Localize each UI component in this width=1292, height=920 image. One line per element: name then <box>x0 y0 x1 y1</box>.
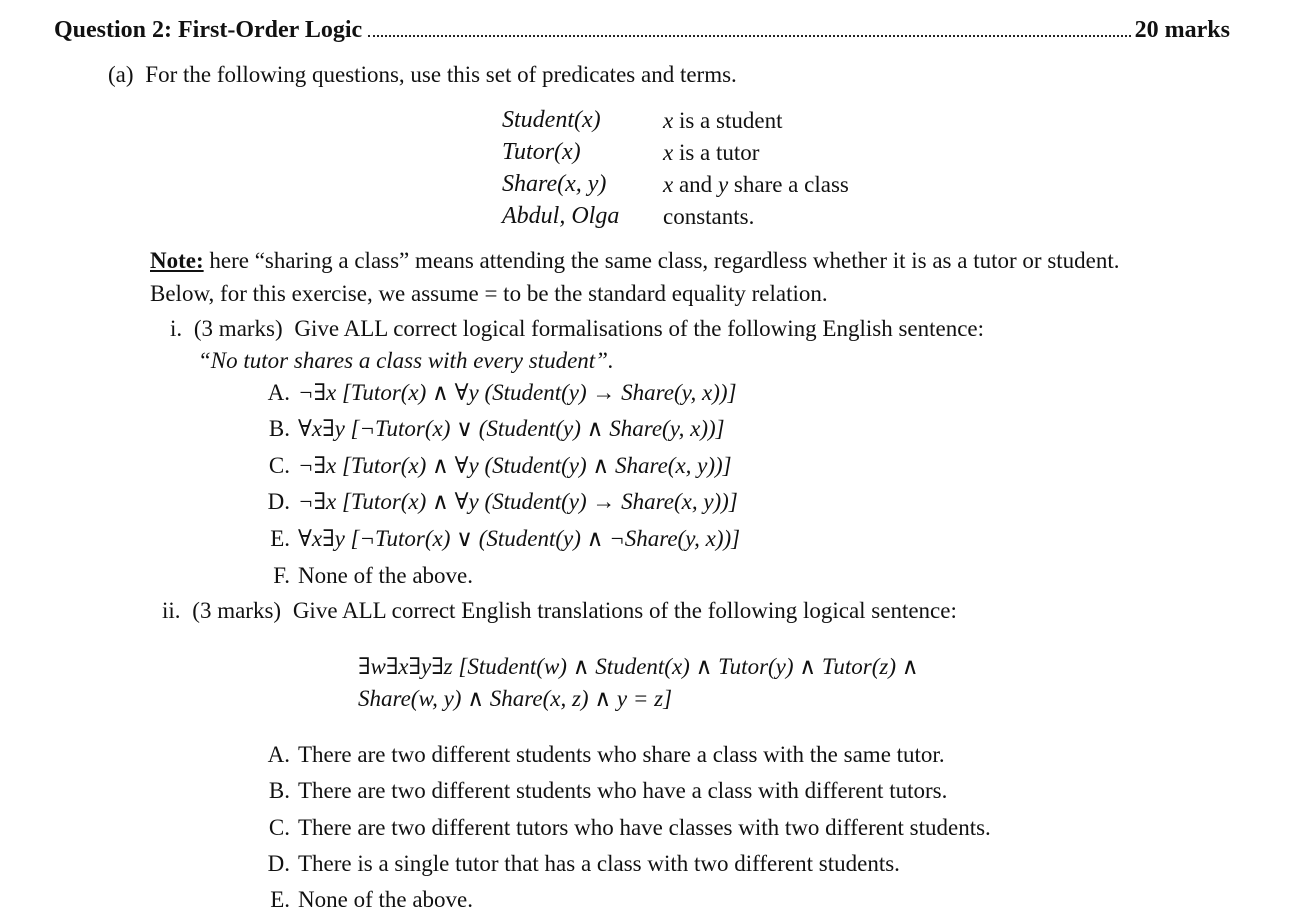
question-ii-prompt <box>162 599 957 622</box>
predicate-symbol: Student(x) <box>502 107 601 133</box>
option-e[interactable]: E. ∀x∃y [¬Tutor(x) ∨ (Student(y) ∧ ¬Share(y, x))] <box>270 526 741 551</box>
predicate-meaning: x is a tutor <box>663 140 760 165</box>
option-c[interactable]: C. ¬∃x [Tutor(x) ∧ ∀y (Student(y) ∧ Share(x, y))] <box>268 453 732 478</box>
option-b[interactable]: B. There are two different students who have a class with different tutors. <box>268 778 948 803</box>
option-a[interactable]: A. There are two different students who share a class with the same tutor. <box>267 742 945 767</box>
question-ii-text: Give ALL correct English translations of the following logical sentence: <box>292 598 957 623</box>
question-i-sentence: “No tutor shares a class with every student”. <box>198 348 614 373</box>
part-a-intro <box>108 63 737 86</box>
question-i-marks: (3 marks) <box>193 316 283 341</box>
formula-line-2: Share(w, y) ∧ Share(x, z) ∧ y = z] <box>358 686 673 711</box>
question-i-text: Give ALL correct logical formalisations of the following English sentence: <box>294 316 985 341</box>
option-d[interactable]: D. There is a single tutor that has a class with two different students. <box>267 851 900 876</box>
question-i-prompt <box>170 317 984 340</box>
option-c[interactable]: C. There are two different tutors who have classes with two different students. <box>268 815 991 840</box>
option-e[interactable]: E. None of the above. <box>270 887 473 912</box>
predicate-meaning: x is a student <box>663 108 783 133</box>
predicate-meaning: x and y share a class <box>663 172 849 197</box>
note-line-2: Below, for this exercise, we assume = to be the standard equality relation. <box>150 281 828 306</box>
option-a[interactable]: A. ¬∃x [Tutor(x) ∧ ∀y (Student(y) → Share(y, x))] <box>267 380 737 405</box>
predicate-symbol: Abdul, Olga <box>502 203 620 229</box>
option-d[interactable]: D. ¬∃x [Tutor(x) ∧ ∀y (Student(y) → Share(x, y))] <box>267 489 738 514</box>
formula-line-1: ∃w∃x∃y∃z [Student(w) ∧ Student(x) ∧ Tutor(y) ∧ Tutor(z) ∧ <box>358 654 919 679</box>
part-a-intro-text: For the following questions, use this set of predicates and terms. <box>145 62 737 87</box>
question-i-number: i. <box>170 316 183 341</box>
note-line-1 <box>150 249 1120 272</box>
question-title: Question 2: First-Order Logic <box>54 17 363 43</box>
question-header <box>54 18 1230 48</box>
predicate-symbol: Share(x, y) <box>502 171 607 197</box>
question-marks: 20 marks <box>1134 17 1230 43</box>
question-ii-number: ii. <box>162 598 181 623</box>
dotted-leader <box>368 35 1130 37</box>
predicate-meaning: constants. <box>663 204 755 229</box>
predicate-symbol: Tutor(x) <box>502 139 581 165</box>
part-a-label: (a) <box>108 62 134 87</box>
option-b[interactable]: B. ∀x∃y [¬Tutor(x) ∨ (Student(y) ∧ Share(y, x))] <box>268 416 725 441</box>
note-text: here “sharing a class” means attending the same class, regardless whether it is as a tutor or student. <box>203 248 1120 273</box>
note-label: Note: <box>150 248 204 273</box>
option-f[interactable]: F. None of the above. <box>273 563 473 588</box>
question-ii-marks: (3 marks) <box>192 598 282 623</box>
